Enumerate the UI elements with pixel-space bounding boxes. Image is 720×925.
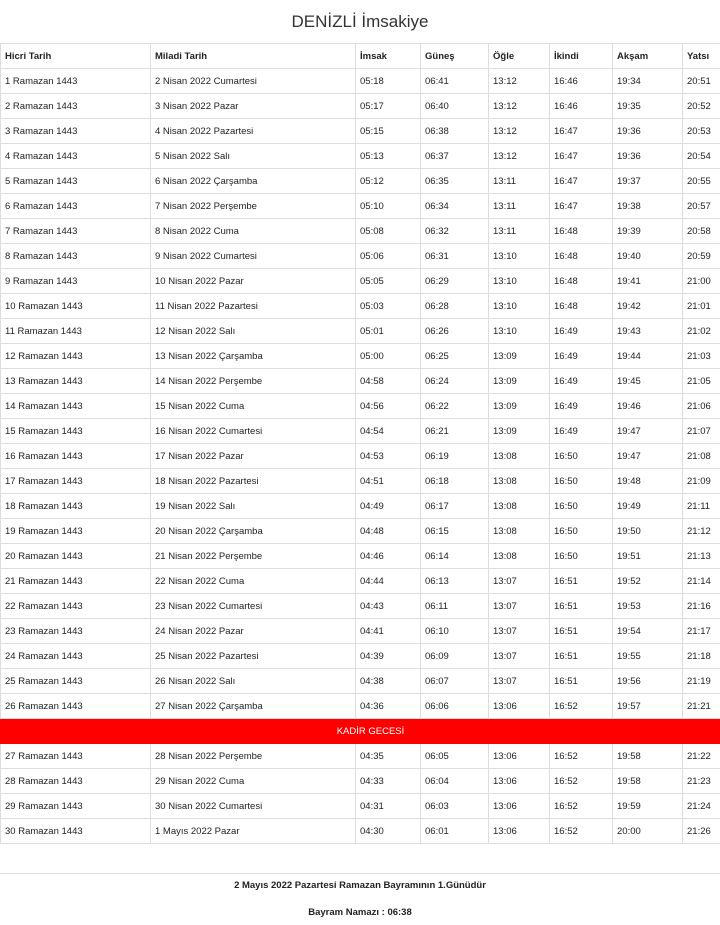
yatsi-cell: 21:02 <box>683 319 720 344</box>
imsak-cell: 04:54 <box>356 419 421 444</box>
ogle-cell: 13:12 <box>489 144 550 169</box>
aksam-cell: 19:54 <box>613 619 683 644</box>
table-row <box>1 169 720 194</box>
aksam-cell: 19:51 <box>613 544 683 569</box>
miladi-date-cell: 7 Nisan 2022 Perşembe <box>151 194 356 219</box>
miladi-date-cell: 2 Nisan 2022 Cumartesi <box>151 69 356 94</box>
aksam-cell: 19:47 <box>613 444 683 469</box>
aksam-cell: 19:34 <box>613 69 683 94</box>
aksam-cell: 19:36 <box>613 119 683 144</box>
ikindi-cell: 16:52 <box>550 819 613 844</box>
imsak-cell: 05:18 <box>356 69 421 94</box>
ogle-cell: 13:06 <box>489 819 550 844</box>
table-row <box>1 269 720 294</box>
hicri-date-cell: 16 Ramazan 1443 <box>1 444 151 469</box>
aksam-cell: 19:37 <box>613 169 683 194</box>
yatsi-cell: 21:01 <box>683 294 720 319</box>
table-row <box>1 819 720 844</box>
yatsi-cell: 21:06 <box>683 394 720 419</box>
yatsi-cell: 21:19 <box>683 669 720 694</box>
gunes-cell: 06:21 <box>421 419 489 444</box>
imsak-cell: 04:38 <box>356 669 421 694</box>
hicri-date-cell: 14 Ramazan 1443 <box>1 394 151 419</box>
table-row <box>1 294 720 319</box>
yatsi-cell: 21:14 <box>683 569 720 594</box>
gunes-cell: 06:28 <box>421 294 489 319</box>
imsak-cell: 04:33 <box>356 769 421 794</box>
table-row <box>1 569 720 594</box>
yatsi-cell: 21:11 <box>683 494 720 519</box>
yatsi-cell: 21:21 <box>683 694 720 719</box>
table-row <box>1 144 720 169</box>
ogle-cell: 13:11 <box>489 219 550 244</box>
imsak-cell: 04:56 <box>356 394 421 419</box>
imsak-cell: 04:39 <box>356 644 421 669</box>
miladi-date-cell: 28 Nisan 2022 Perşembe <box>151 744 356 769</box>
imsak-cell: 04:43 <box>356 594 421 619</box>
gunes-cell: 06:26 <box>421 319 489 344</box>
yatsi-cell: 21:09 <box>683 469 720 494</box>
hicri-date-cell: 23 Ramazan 1443 <box>1 619 151 644</box>
imsak-cell: 04:58 <box>356 369 421 394</box>
imsak-cell: 05:01 <box>356 319 421 344</box>
yatsi-cell: 21:16 <box>683 594 720 619</box>
imsak-cell: 04:44 <box>356 569 421 594</box>
yatsi-cell: 21:07 <box>683 419 720 444</box>
yatsi-cell: 20:54 <box>683 144 720 169</box>
table-row <box>1 69 720 94</box>
ikindi-cell: 16:46 <box>550 94 613 119</box>
miladi-date-cell: 18 Nisan 2022 Pazartesi <box>151 469 356 494</box>
imsak-cell: 05:00 <box>356 344 421 369</box>
table-row <box>1 444 720 469</box>
ikindi-cell: 16:47 <box>550 169 613 194</box>
column-header-yatsi: Yatsı <box>683 44 720 69</box>
gunes-cell: 06:03 <box>421 794 489 819</box>
ikindi-cell: 16:47 <box>550 194 613 219</box>
aksam-cell: 19:55 <box>613 644 683 669</box>
gunes-cell: 06:37 <box>421 144 489 169</box>
ogle-cell: 13:10 <box>489 294 550 319</box>
ikindi-cell: 16:52 <box>550 769 613 794</box>
miladi-date-cell: 1 Mayıs 2022 Pazar <box>151 819 356 844</box>
miladi-date-cell: 17 Nisan 2022 Pazar <box>151 444 356 469</box>
ikindi-cell: 16:47 <box>550 144 613 169</box>
gunes-cell: 06:32 <box>421 219 489 244</box>
bayram-note: 2 Mayıs 2022 Pazartesi Ramazan Bayramının 1.Günüdür <box>234 880 486 891</box>
ogle-cell: 13:09 <box>489 344 550 369</box>
yatsi-cell: 21:00 <box>683 269 720 294</box>
gunes-cell: 06:22 <box>421 394 489 419</box>
gunes-cell: 06:34 <box>421 194 489 219</box>
ogle-cell: 13:07 <box>489 619 550 644</box>
hicri-date-cell: 25 Ramazan 1443 <box>1 669 151 694</box>
ikindi-cell: 16:51 <box>550 619 613 644</box>
gunes-cell: 06:35 <box>421 169 489 194</box>
ogle-cell: 13:12 <box>489 94 550 119</box>
imsakiye-table <box>0 43 720 844</box>
aksam-cell: 19:35 <box>613 94 683 119</box>
miladi-date-cell: 27 Nisan 2022 Çarşamba <box>151 694 356 719</box>
aksam-cell: 19:57 <box>613 694 683 719</box>
hicri-date-cell: 13 Ramazan 1443 <box>1 369 151 394</box>
gunes-cell: 06:15 <box>421 519 489 544</box>
yatsi-cell: 20:58 <box>683 219 720 244</box>
hicri-date-cell: 29 Ramazan 1443 <box>1 794 151 819</box>
gunes-cell: 06:41 <box>421 69 489 94</box>
column-header-ogle: Öğle <box>489 44 550 69</box>
ogle-cell: 13:09 <box>489 419 550 444</box>
ikindi-cell: 16:50 <box>550 544 613 569</box>
hicri-date-cell: 6 Ramazan 1443 <box>1 194 151 219</box>
aksam-cell: 19:39 <box>613 219 683 244</box>
ogle-cell: 13:10 <box>489 319 550 344</box>
gunes-cell: 06:18 <box>421 469 489 494</box>
kadir-section <box>1 719 720 744</box>
ikindi-cell: 16:50 <box>550 469 613 494</box>
ogle-cell: 13:09 <box>489 369 550 394</box>
table-row <box>1 419 720 444</box>
ogle-cell: 13:11 <box>489 194 550 219</box>
hicri-date-cell: 11 Ramazan 1443 <box>1 319 151 344</box>
gunes-cell: 06:10 <box>421 619 489 644</box>
yatsi-cell: 21:24 <box>683 794 720 819</box>
aksam-cell: 19:41 <box>613 269 683 294</box>
ikindi-cell: 16:49 <box>550 394 613 419</box>
bayram-namazi: Bayram Namazı : 06:38 <box>308 907 412 918</box>
hicri-date-cell: 17 Ramazan 1443 <box>1 469 151 494</box>
column-header-miladi: Miladi Tarih <box>151 44 356 69</box>
imsak-cell: 04:35 <box>356 744 421 769</box>
miladi-date-cell: 8 Nisan 2022 Cuma <box>151 219 356 244</box>
table-row <box>1 544 720 569</box>
hicri-date-cell: 28 Ramazan 1443 <box>1 769 151 794</box>
gunes-cell: 06:25 <box>421 344 489 369</box>
imsak-cell: 04:48 <box>356 519 421 544</box>
ikindi-cell: 16:49 <box>550 319 613 344</box>
hicri-date-cell: 7 Ramazan 1443 <box>1 219 151 244</box>
gunes-cell: 06:01 <box>421 819 489 844</box>
hicri-date-cell: 20 Ramazan 1443 <box>1 544 151 569</box>
page-title: DENİZLİ İmsakiye <box>291 12 429 31</box>
aksam-cell: 19:59 <box>613 794 683 819</box>
ikindi-cell: 16:48 <box>550 269 613 294</box>
ikindi-cell: 16:46 <box>550 69 613 94</box>
aksam-cell: 19:47 <box>613 419 683 444</box>
table-row <box>1 594 720 619</box>
gunes-cell: 06:17 <box>421 494 489 519</box>
ikindi-cell: 16:51 <box>550 644 613 669</box>
table-row <box>1 669 720 694</box>
gunes-cell: 06:09 <box>421 644 489 669</box>
ikindi-cell: 16:48 <box>550 219 613 244</box>
ogle-cell: 13:09 <box>489 394 550 419</box>
miladi-date-cell: 26 Nisan 2022 Salı <box>151 669 356 694</box>
table-row <box>1 694 720 719</box>
ikindi-cell: 16:50 <box>550 444 613 469</box>
miladi-date-cell: 16 Nisan 2022 Cumartesi <box>151 419 356 444</box>
yatsi-cell: 21:08 <box>683 444 720 469</box>
hicri-date-cell: 30 Ramazan 1443 <box>1 819 151 844</box>
ikindi-cell: 16:50 <box>550 494 613 519</box>
table-row <box>1 369 720 394</box>
table-row <box>1 344 720 369</box>
ogle-cell: 13:06 <box>489 744 550 769</box>
aksam-cell: 19:58 <box>613 744 683 769</box>
miladi-date-cell: 9 Nisan 2022 Cumartesi <box>151 244 356 269</box>
ikindi-cell: 16:51 <box>550 669 613 694</box>
imsak-cell: 05:08 <box>356 219 421 244</box>
ogle-cell: 13:12 <box>489 69 550 94</box>
table-row <box>1 94 720 119</box>
yatsi-cell: 21:03 <box>683 344 720 369</box>
gunes-cell: 06:13 <box>421 569 489 594</box>
ogle-cell: 13:08 <box>489 494 550 519</box>
hicri-date-cell: 1 Ramazan 1443 <box>1 69 151 94</box>
ikindi-cell: 16:49 <box>550 344 613 369</box>
miladi-date-cell: 6 Nisan 2022 Çarşamba <box>151 169 356 194</box>
ogle-cell: 13:10 <box>489 269 550 294</box>
miladi-date-cell: 29 Nisan 2022 Cuma <box>151 769 356 794</box>
table-row <box>1 644 720 669</box>
imsak-cell: 04:46 <box>356 544 421 569</box>
hicri-date-cell: 15 Ramazan 1443 <box>1 419 151 444</box>
imsak-cell: 04:49 <box>356 494 421 519</box>
column-header-imsak: İmsak <box>356 44 421 69</box>
yatsi-cell: 20:55 <box>683 169 720 194</box>
imsak-cell: 05:17 <box>356 94 421 119</box>
aksam-cell: 19:53 <box>613 594 683 619</box>
aksam-cell: 19:38 <box>613 194 683 219</box>
ogle-cell: 13:06 <box>489 794 550 819</box>
gunes-cell: 06:04 <box>421 769 489 794</box>
ikindi-cell: 16:52 <box>550 794 613 819</box>
yatsi-cell: 20:57 <box>683 194 720 219</box>
miladi-date-cell: 12 Nisan 2022 Salı <box>151 319 356 344</box>
aksam-cell: 19:52 <box>613 569 683 594</box>
miladi-date-cell: 15 Nisan 2022 Cuma <box>151 394 356 419</box>
yatsi-cell: 21:05 <box>683 369 720 394</box>
footer-divider <box>0 873 720 874</box>
table-header-row <box>1 44 720 69</box>
ikindi-cell: 16:52 <box>550 694 613 719</box>
yatsi-cell: 21:18 <box>683 644 720 669</box>
miladi-date-cell: 19 Nisan 2022 Salı <box>151 494 356 519</box>
ogle-cell: 13:12 <box>489 119 550 144</box>
imsak-cell: 04:36 <box>356 694 421 719</box>
yatsi-cell: 21:23 <box>683 769 720 794</box>
ogle-cell: 13:10 <box>489 244 550 269</box>
imsak-cell: 05:12 <box>356 169 421 194</box>
hicri-date-cell: 21 Ramazan 1443 <box>1 569 151 594</box>
hicri-date-cell: 19 Ramazan 1443 <box>1 519 151 544</box>
aksam-cell: 19:58 <box>613 769 683 794</box>
ogle-cell: 13:11 <box>489 169 550 194</box>
ogle-cell: 13:08 <box>489 444 550 469</box>
hicri-date-cell: 24 Ramazan 1443 <box>1 644 151 669</box>
aksam-cell: 19:48 <box>613 469 683 494</box>
yatsi-cell: 21:17 <box>683 619 720 644</box>
miladi-date-cell: 10 Nisan 2022 Pazar <box>151 269 356 294</box>
table-row <box>1 469 720 494</box>
hicri-date-cell: 18 Ramazan 1443 <box>1 494 151 519</box>
aksam-cell: 19:45 <box>613 369 683 394</box>
ikindi-cell: 16:51 <box>550 569 613 594</box>
aksam-cell: 20:00 <box>613 819 683 844</box>
hicri-date-cell: 10 Ramazan 1443 <box>1 294 151 319</box>
miladi-date-cell: 22 Nisan 2022 Cuma <box>151 569 356 594</box>
yatsi-cell: 20:53 <box>683 119 720 144</box>
imsak-cell: 05:15 <box>356 119 421 144</box>
hicri-date-cell: 22 Ramazan 1443 <box>1 594 151 619</box>
table-row <box>1 619 720 644</box>
kadir-gecesi-label: KADİR GECESİ <box>1 719 720 744</box>
aksam-cell: 19:44 <box>613 344 683 369</box>
table-row <box>1 244 720 269</box>
gunes-cell: 06:05 <box>421 744 489 769</box>
column-header-aksam: Akşam <box>613 44 683 69</box>
table-body-before <box>1 69 720 719</box>
gunes-cell: 06:07 <box>421 669 489 694</box>
ogle-cell: 13:07 <box>489 669 550 694</box>
ogle-cell: 13:06 <box>489 694 550 719</box>
table-row <box>1 119 720 144</box>
table-row <box>1 519 720 544</box>
yatsi-cell: 20:59 <box>683 244 720 269</box>
table-body-after <box>1 744 720 844</box>
hicri-date-cell: 9 Ramazan 1443 <box>1 269 151 294</box>
gunes-cell: 06:29 <box>421 269 489 294</box>
ikindi-cell: 16:48 <box>550 294 613 319</box>
ogle-cell: 13:08 <box>489 544 550 569</box>
ikindi-cell: 16:47 <box>550 119 613 144</box>
imsak-cell: 05:05 <box>356 269 421 294</box>
imsak-cell: 04:53 <box>356 444 421 469</box>
table-row <box>1 794 720 819</box>
column-header-hicri: Hicri Tarih <box>1 44 151 69</box>
ogle-cell: 13:06 <box>489 769 550 794</box>
ogle-cell: 13:07 <box>489 644 550 669</box>
miladi-date-cell: 24 Nisan 2022 Pazar <box>151 619 356 644</box>
miladi-date-cell: 25 Nisan 2022 Pazartesi <box>151 644 356 669</box>
gunes-cell: 06:40 <box>421 94 489 119</box>
aksam-cell: 19:49 <box>613 494 683 519</box>
hicri-date-cell: 26 Ramazan 1443 <box>1 694 151 719</box>
hicri-date-cell: 8 Ramazan 1443 <box>1 244 151 269</box>
aksam-cell: 19:40 <box>613 244 683 269</box>
yatsi-cell: 21:12 <box>683 519 720 544</box>
miladi-date-cell: 30 Nisan 2022 Cumartesi <box>151 794 356 819</box>
imsak-cell: 04:41 <box>356 619 421 644</box>
miladi-date-cell: 20 Nisan 2022 Çarşamba <box>151 519 356 544</box>
hicri-date-cell: 5 Ramazan 1443 <box>1 169 151 194</box>
table-row <box>1 319 720 344</box>
gunes-cell: 06:14 <box>421 544 489 569</box>
hicri-date-cell: 12 Ramazan 1443 <box>1 344 151 369</box>
imsak-cell: 05:13 <box>356 144 421 169</box>
miladi-date-cell: 4 Nisan 2022 Pazartesi <box>151 119 356 144</box>
table-row <box>1 194 720 219</box>
gunes-cell: 06:38 <box>421 119 489 144</box>
hicri-date-cell: 27 Ramazan 1443 <box>1 744 151 769</box>
hicri-date-cell: 4 Ramazan 1443 <box>1 144 151 169</box>
miladi-date-cell: 13 Nisan 2022 Çarşamba <box>151 344 356 369</box>
table-row <box>1 394 720 419</box>
aksam-cell: 19:50 <box>613 519 683 544</box>
imsak-cell: 04:51 <box>356 469 421 494</box>
column-header-ikindi: İkindi <box>550 44 613 69</box>
ogle-cell: 13:08 <box>489 519 550 544</box>
table-row <box>1 494 720 519</box>
hicri-date-cell: 2 Ramazan 1443 <box>1 94 151 119</box>
hicri-date-cell: 3 Ramazan 1443 <box>1 119 151 144</box>
miladi-date-cell: 11 Nisan 2022 Pazartesi <box>151 294 356 319</box>
gunes-cell: 06:31 <box>421 244 489 269</box>
yatsi-cell: 21:22 <box>683 744 720 769</box>
ogle-cell: 13:07 <box>489 569 550 594</box>
yatsi-cell: 21:26 <box>683 819 720 844</box>
aksam-cell: 19:46 <box>613 394 683 419</box>
ikindi-cell: 16:51 <box>550 594 613 619</box>
ikindi-cell: 16:50 <box>550 519 613 544</box>
imsak-cell: 05:10 <box>356 194 421 219</box>
gunes-cell: 06:11 <box>421 594 489 619</box>
ikindi-cell: 16:49 <box>550 419 613 444</box>
column-header-gunes: Güneş <box>421 44 489 69</box>
imsak-cell: 04:31 <box>356 794 421 819</box>
gunes-cell: 06:19 <box>421 444 489 469</box>
table-row <box>1 219 720 244</box>
miladi-date-cell: 23 Nisan 2022 Cumartesi <box>151 594 356 619</box>
gunes-cell: 06:24 <box>421 369 489 394</box>
miladi-date-cell: 3 Nisan 2022 Pazar <box>151 94 356 119</box>
ogle-cell: 13:07 <box>489 594 550 619</box>
imsak-cell: 04:30 <box>356 819 421 844</box>
miladi-date-cell: 5 Nisan 2022 Salı <box>151 144 356 169</box>
miladi-date-cell: 21 Nisan 2022 Perşembe <box>151 544 356 569</box>
yatsi-cell: 20:51 <box>683 69 720 94</box>
miladi-date-cell: 14 Nisan 2022 Perşembe <box>151 369 356 394</box>
table-row <box>1 744 720 769</box>
ikindi-cell: 16:49 <box>550 369 613 394</box>
table-row <box>1 769 720 794</box>
aksam-cell: 19:43 <box>613 319 683 344</box>
ikindi-cell: 16:52 <box>550 744 613 769</box>
kadir-gecesi-row <box>1 719 720 744</box>
ogle-cell: 13:08 <box>489 469 550 494</box>
aksam-cell: 19:36 <box>613 144 683 169</box>
yatsi-cell: 21:13 <box>683 544 720 569</box>
aksam-cell: 19:56 <box>613 669 683 694</box>
aksam-cell: 19:42 <box>613 294 683 319</box>
imsak-cell: 05:03 <box>356 294 421 319</box>
yatsi-cell: 20:52 <box>683 94 720 119</box>
ikindi-cell: 16:48 <box>550 244 613 269</box>
imsak-cell: 05:06 <box>356 244 421 269</box>
gunes-cell: 06:06 <box>421 694 489 719</box>
